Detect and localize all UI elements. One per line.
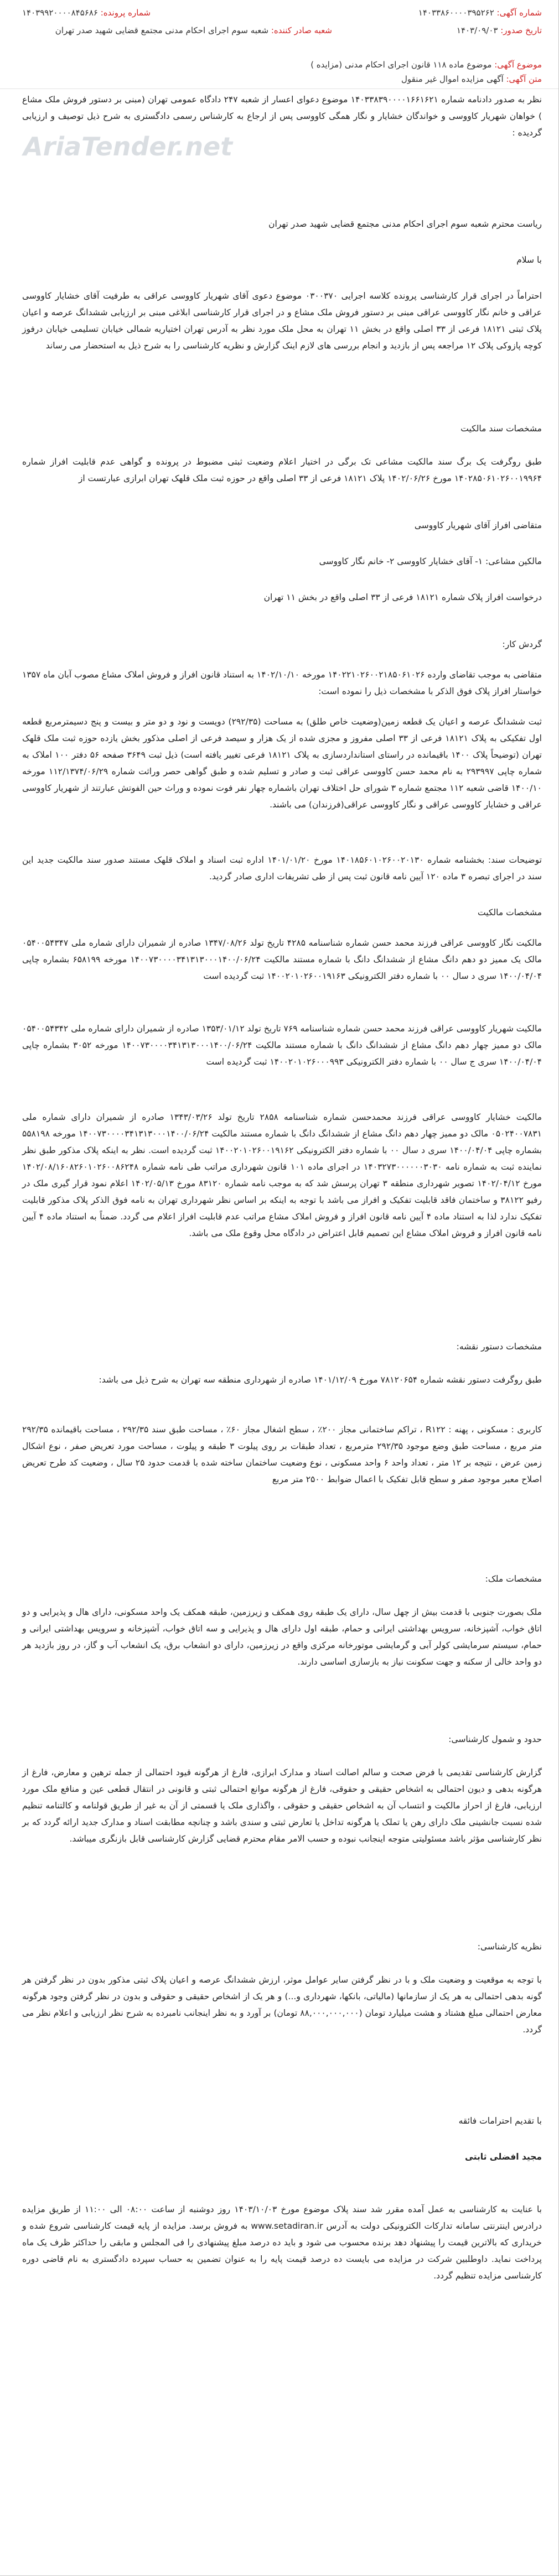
owners: مالکین مشاعی: ۱- آقای خشایار کاووسی ۲- خانم نگار کاووسی	[319, 556, 542, 566]
plaque-request: درخواست افراز پلاک شماره ۱۸۱۲۱ فرعی از ۳۳ اصلی واقع در بخش ۱۱ تهران	[263, 592, 542, 602]
issue-date: تاریخ صدور: ۱۴۰۳/۰۹/۰۳	[456, 25, 542, 35]
section-plan: مشخصات دستور نقشه:	[456, 1342, 542, 1352]
paragraph-auction: با عنایت به کارشناسی به عمل آمده مقرر شد سند پلاک موضوع مورخ ۱۴۰۳/۱۰/۰۳ روز دوشنبه از ساعت ۰۸:۰۰ الی ۱۱:۰۰ از طریق مزایده درادرس اینترنتی سامانه تدارکات الکترونیکی دولت به آدرس www.setadiran.ir به فروش برسد. مزایده از پایه قیمت کارشناسی شروع شده و خریداری که بالاترین قیمت را پیشنهاد دهد برنده محسوب می شود و باید ده درصد مبلغ پیشنهادی را فی المجلس و مابقی را حداکثر ظرف یک ماه پرداخت نماید. داوطلبین شرکت در مزایده می بایست ده درصد قیمت پایه را به عنوان تضمین به حساب سپرده دادگستری به نام قاضی دوره کارشناسی مزایده تنظیم گردد.	[22, 2204, 542, 2281]
paragraph-owner-negar: مالکیت نگار کاووسی عراقی فرزند محمد حسن شماره شناسنامه ۴۲۸۵ تاریخ تولد ۱۳۴۷/۰۸/۲۶ صادره از شمیران دارای شماره ملی ۰۵۴۰۰۵۴۳۴۷ مالک یک ممیز دو دهم دانگ مشاع از ششدانگ دانگ با شماره مستند مالکیت ۱۴۰۰۷۳۰۰۰۰۳۴۱۳۱۳۰۰۰۱۴۰۰/۰۶/۲۴ مورخه ۶۵۸۱۹۹ بشماره چاپی ۱۴۰۰/۰۴/۰۴ سری د سال ۰۰ با شماره دفتر الکترونیکی ۱۴۰۰۲۰۱۰۲۶۰۰۱۹۱۶۳ ثبت گردیده است	[22, 938, 542, 981]
paragraph-request: احتراماً در اجرای قرار کارشناسی پرونده کلاسه اجرایی ۰۳۰۰۳۷۰ موضوع دعوی آقای شهریار کاووسی عراقی به طرفیت آقای خشایار کاووسی عراقی و خانم نگار کاووسی عراقی مبنی بر دستور فروش ملک مشاع و در اجرای قرار کارشناسی ابلاغی مبنی بر ارزیابی ششدانگ عرصه و اعیان پلاک ثبتی ۱۸۱۲۱ فرعی از ۳۳ اصلی واقع در بخش ۱۱ تهران به محل ملک مورد نظر به آدرس تهران اختیاریه شمالی خیابان تسلیمی خیابان درفوز کوچه پازوکی پلاک ۱۲ مراجعه پس از بازدید و انجام بررسی های لازم اینک گزارش و نظریه کارشناسی را به شرح ذیل به استحضار می رساند	[22, 291, 542, 351]
paragraph-deed: طبق روگرفت یک برگ سند مالکیت مشاعی تک برگی در اختیار اعلام وضعیت ثبتی مضبوط در پرونده و گواهی عدم قابلیت افراز شماره ۱۴۰۲۸۵۰۶۱۰۲۶۰۰۱۹۹۶۴ مورخ ۱۴۰۲/۰۶/۲۶ پلاک ۱۸۱۲۱ فرعی از ۳۳ اصلی واقع در حوزه ثبت ملک قلهک تهران ابرازی عبارتست از	[22, 457, 542, 483]
issuing-branch: شعبه صادر کننده: شعبه سوم اجرای احکام مدنی مجتمع قضایی شهید صدر تهران	[55, 25, 332, 35]
paragraph-opinion: با توجه به موقعیت و وضعیت ملک و با در نظر گرفتن سایر عوامل موثر، ارزش ششدانگ عرصه و اعیان پلاک ثبتی مذکور بدون در نظر گرفتن هر گونه بدهی احتمالی به هر یک از سازمانها (مالیاتی، بانکها، شهرداری و...) و هر یک از اشخاص حقیقی و حقوقی و بدون در نظر گرفتن وجود هرگونه معارض احتمالی مبلغ هشتاد و هشت میلیارد تومان (۸۸,۰۰۰,۰۰۰,۰۰۰ تومان) بر آورد و به نظر اینجانب نامبرده به شرح نظر ارزیابی و اعلام نظر می گردد.	[22, 1975, 542, 2035]
section-property: مشخصات ملک:	[485, 1574, 542, 1584]
section-procedure: گردش کار:	[502, 639, 542, 649]
expert-name: مجید افضلی ثابتی	[464, 2152, 542, 2162]
salutation: با سلام	[516, 255, 542, 265]
paragraph-property: ملک بصورت جنوبی با قدمت بیش از چهل سال، دارای یک طبقه روی همکف و زیرزمین، طبقه همکف یک واحد مسکونی، دارای هال و پذیرایی و دو اتاق خواب، آشپزخانه، سرویس بهداشتی ایرانی و حمام، طبقه اول دارای هال و پذیرایی و سه اتاق خواب، آشپزخانه و سرویس بهداشتی ایرانی و حمام، سیستم سرمایشی کولر آبی و گرمایشی موتورخانه مرکزی واقع در زیرزمین، دارای دو انشعاب برق، یک انشعاب آب و گاز، در روز بازدید هر دو واحد خالی از سکنه و جهت سکونت نیاز به بازسازی اساسی دارند.	[22, 1607, 542, 1667]
ad-title: متن آگهی: آگهی مزایده اموال غیر منقول	[401, 74, 542, 84]
section-deed: مشخصات سند مالکیت	[460, 424, 542, 434]
paragraph-title-registration: ثبت ششدانگ عرصه و اعیان یک قطعه زمین(وضعیت خاص طلق) به مساحت (۲۹۲/۳۵) دویست و نود و دو متر و بیست و پنج دسیمترمربع قطعه اول تفکیکی به پلاک ۱۸۱۲۱ فرعی از ۳۳ اصلی مفروز و مجزی شده از یک هزار و سیصد فرعی از اصلی مذکور بخش یازده حوزه ثبت ملک قلهک تهران (توضیحاً پلاک ۱۴۰۰ باقیمانده در راستای استانداردسازی به پلاک ۱۸۱۲۱ فرعی تغییر یافته است) ذیل ثبت ۳۶۴۹ صفحه ۵۶ دفتر ۱۰۰ املاک به شماره چاپی ۲۹۳۹۹۷ به نام محمد حسن کاووسی عراقی ثبت و صادر و تسلیم شده و طبق گواهی حصر وراثت شماره ۱۱۲/۱۳۷۴/۰۶/۲۹ مورخه ۱۴۰۰/۱۰ قاضی شعبه ۱۱۲ مجتمع شماره ۳ شورای حل اختلاف تهران باشماره چهار نفر فوت نموده و وراث حین الفوتش عبارتند از شهریار کاووسی عراقی و خشایار کاووسی عراقی و نگار کاووسی عراقی(فرزندان) می باشند.	[22, 717, 542, 810]
section-opinion: نظریه کارشناسی:	[477, 1942, 542, 1952]
watermark-text: AriaTender.net	[23, 132, 233, 161]
paragraph-plan-details: کاربری : مسکونی ، پهنه : R۱۲۲ ، تراکم ساختمانی مجاز ۲۰۰٪ ، سطح اشغال مجاز ۶۰٪ ، مساحت طبق سند ۲۹۲/۳۵ ، مساحت باقیمانده ۲۹۲/۳۵ متر مربع ، مساحت طبق وضع موجود ۲۹۲/۳۵ مترمربع ، تعداد طبقات بر روی پیلوت ۳ طبقه و پیلوت ، مساحت مورد تعریض صفر ، نوع اشکال زمین عرض ، نتیجه بر ۱۲ متر ، تعداد واحد ۶ واحد مسکونی ، نوع وضعیت ساختمان ساخته شده با قدمت حدود ۲۵ سال ، وضعیت کد طرح تعریض اصلاح معبر موجود صفر و سطح قابل تفکیک با اعمال ضوابط ۲۵۰۰ متر مربع	[22, 1425, 542, 1484]
ad-number: شماره آگهی: ۱۴۰۳۳۸۶۰۰۰۰۳۹۵۲۶۲	[418, 8, 542, 18]
paragraph-owner-khashayar: مالکیت خشایار کاووسی عراقی فرزند محمدحسن شماره شناسنامه ۲۸۵۸ تاریخ تولد ۱۳۴۳/۰۳/۲۶ صادره از شمیران دارای شماره ملی ۰۵۰۲۴۰۰۷۸۳۱ مالک دو ممیز چهار دهم دانگ مشاع از ششدانگ دانگ با شماره مستند مالکیت ۱۴۰۰۷۳۰۰۰۰۳۴۱۳۱۳۰۰۰۱۴۰۰/۰۶/۲۴ مورخه ۵۵۸۱۹۸ بشماره چاپی ۱۴۰۰/۰۴/۰۴ سری د سال ۰۰ با شماره دفتر الکترونیکی ۱۴۰۰۲۰۱۰۲۶۰۰۱۹۱۶۲ ثبت گردیده است. نظر به اینکه پلاک مذکور طبق نظر نماینده ثبت به شماره نامه ۱۴۰۳۲۷۳۰۰۰۰۰۰۳۰۳۰ در اجرای ماده ۱۰۱ قانون شهرداری مراتب طی نامه شماره ۱۴۰۲/۰۸/۱۶۰۸۲۶۰۱۰۲۶۰۰۸۶۲۴۸ مورخ ۱۴۰۲/۰۴/۱۲ تصویر شهرداری منطقه ۳ تهران پرسش شد که به موجب نامه شماره ۸۳۱۲۰ مورخ ۱۴۰۲/۰۵/۱۳ اعلام نمود قرار گیری ملک در رفیو ۳۸۱۲۲ و ساختمان فاقد قابلیت تفکیک و افراز می باشد با توجه به اینکه بر اساس نظر شهرداری تهران به نامه فوق الذکر پلاک مذکور قابلیت تفکیک ندارد لذا به استناد ماده ۴ آیین نامه قانون افراز و فروش املاک مشاع مراتب عدم قابلیت افراز اعلام می گردد. ضمناً به استناد ماده ۴ آیین نامه قانون افراز و فروش املاک مشاع این تصمیم قابل اعتراض در دادگاه محل وقوع ملک می باشد.	[22, 1112, 542, 1238]
ad-subject: موضوع آگهی: موضوع ماده ۱۱۸ قانون اجرای احکام مدنی (مزایده )	[310, 60, 542, 70]
applicant: متقاضی افراز آقای شهریار کاووسی	[414, 520, 542, 530]
intro-paragraph: نظر به صدور دادنامه شماره ۱۴۰۳۳۸۳۹۰۰۰۰۱۶۶۱۶۲۱ موضوع دعوای اعسار از شعبه ۲۴۷ دادگاه عمومی تهران (مبنی بر دستور فروش ملک مشاع ) خواهان شهریار کاووسی و خواندگان خشایار و نگار همگی کاووسی پس از ارجاع به کارشناس رسمی دادگستری به شرح ذیل توصیف و ارزیابی گردیده :	[22, 95, 542, 138]
paragraph-scope: گزارش کارشناسی تقدیمی با فرض صحت و سالم اصالت اسناد و مدارک ابرازی، فارغ از هرگونه قیود احتمالی از جمله ترهین و معارض، فارغ از هرگونه بدهی و دیون احتمالی به اشخاص حقیقی و حقوقی، فارغ از هرگونه موانع احتمالی ثبتی و قانونی در انتقال قطعی عین و منافع ملک مورد ارزیابی، فارغ از احراز مالکیت و انتساب آن به اشخاص حقیقی و حقوقی ، واگذاری ملک یا قسمتی از آن به غیر از طریق قولنامه و کالتنامه تنظیم شده نسبت جانشینی ملک دارای رهن یا تملک یا هرگونه تداخل یا تعارض ثبتی و سندی باشد و چنانچه مطابقت اسناد و مدارک جدید ارائه گردد که بر نظر کارشناسی مؤثر باشد مسئولیتی متوجه اینجانب نبوده و حسب الامر مقام محترم قضایی گزارش کارشناسی قابل بازنگری میباشد.	[22, 1767, 542, 1844]
greeting-to: ریاست محترم شعبه سوم اجرای احکام مدنی مجتمع قضایی شهید صدر تهران	[268, 219, 542, 229]
closing: با تقدیم احترامات فائقه	[458, 2116, 542, 2126]
ad-header	[0, 0, 558, 89]
paragraph-plan: طبق روگرفت دستور نقشه شماره ۷۸۱۲۰۶۵۴ مورخ ۱۴۰۱/۱۲/۰۹ صادره از شهرداری منطقه سه تهران به شرح ذیل می باشد:	[99, 1375, 542, 1385]
section-ownership: مشخصات مالکیت	[477, 908, 542, 917]
paragraph-owner-shahriar: مالکیت شهریار کاووسی عراقی فرزند محمد حسن شماره شناسنامه ۷۶۹ تاریخ تولد ۱۳۵۳/۰۱/۱۲ صادره از شمیران دارای شماره ملی ۰۵۴۰۰۵۴۳۴۲ مالک دو ممیز چهار دهم دانگ مشاع از ششدانگ دانگ با شماره مستند مالکیت ۱۴۰۰۷۳۰۰۰۰۳۴۱۳۱۳۰۰۰۱۴۰۰/۰۶/۲۴ مورخه ۳۰۵۲ بشماره چاپی ۱۴۰۰/۰۴/۰۴ سری ج سال ۰۰ با شماره دفتر الکترونیکی ۱۴۰۰۲۰۱۰۲۶۰۰۰۹۹۳ ثبت گردیده است	[22, 1024, 542, 1067]
paragraph-deed-notes: توضیحات سند: بخشنامه شماره ۱۴۰۱۸۵۶۰۱۰۲۶۰۰۲۰۱۳۰ مورخ ۱۴۰۱/۰۱/۲۰ اداره ثبت اسناد و املاک قلهک مستند صدور سند مالکیت جدید این سند در اجرای تبصره ۳ ماده ۱۲۰ آیین نامه قانون ثبت پس از طی تشریفات اداری صادر گردید.	[22, 855, 542, 882]
case-number: شماره پرونده: ۱۴۰۳۹۹۲۰۰۰۰۸۴۵۶۸۶	[22, 8, 151, 18]
paragraph-procedure: متقاضی به موجب تقاضای وارده ۱۴۰۲۲۱۰۲۶۰۰۲۱۸۵۰۶۱۰۲۶ مورخه ۱۴۰۲/۱۰/۱۰ به استناد قانون افراز و فروش املاک مشاع مصوب آبان ماه ۱۳۵۷ خواستار افراز پلاک فوق الذکر با مشخصات ذیل را نموده است:	[22, 670, 542, 696]
section-scope: حدود و شمول کارشناسی:	[448, 1734, 542, 1744]
